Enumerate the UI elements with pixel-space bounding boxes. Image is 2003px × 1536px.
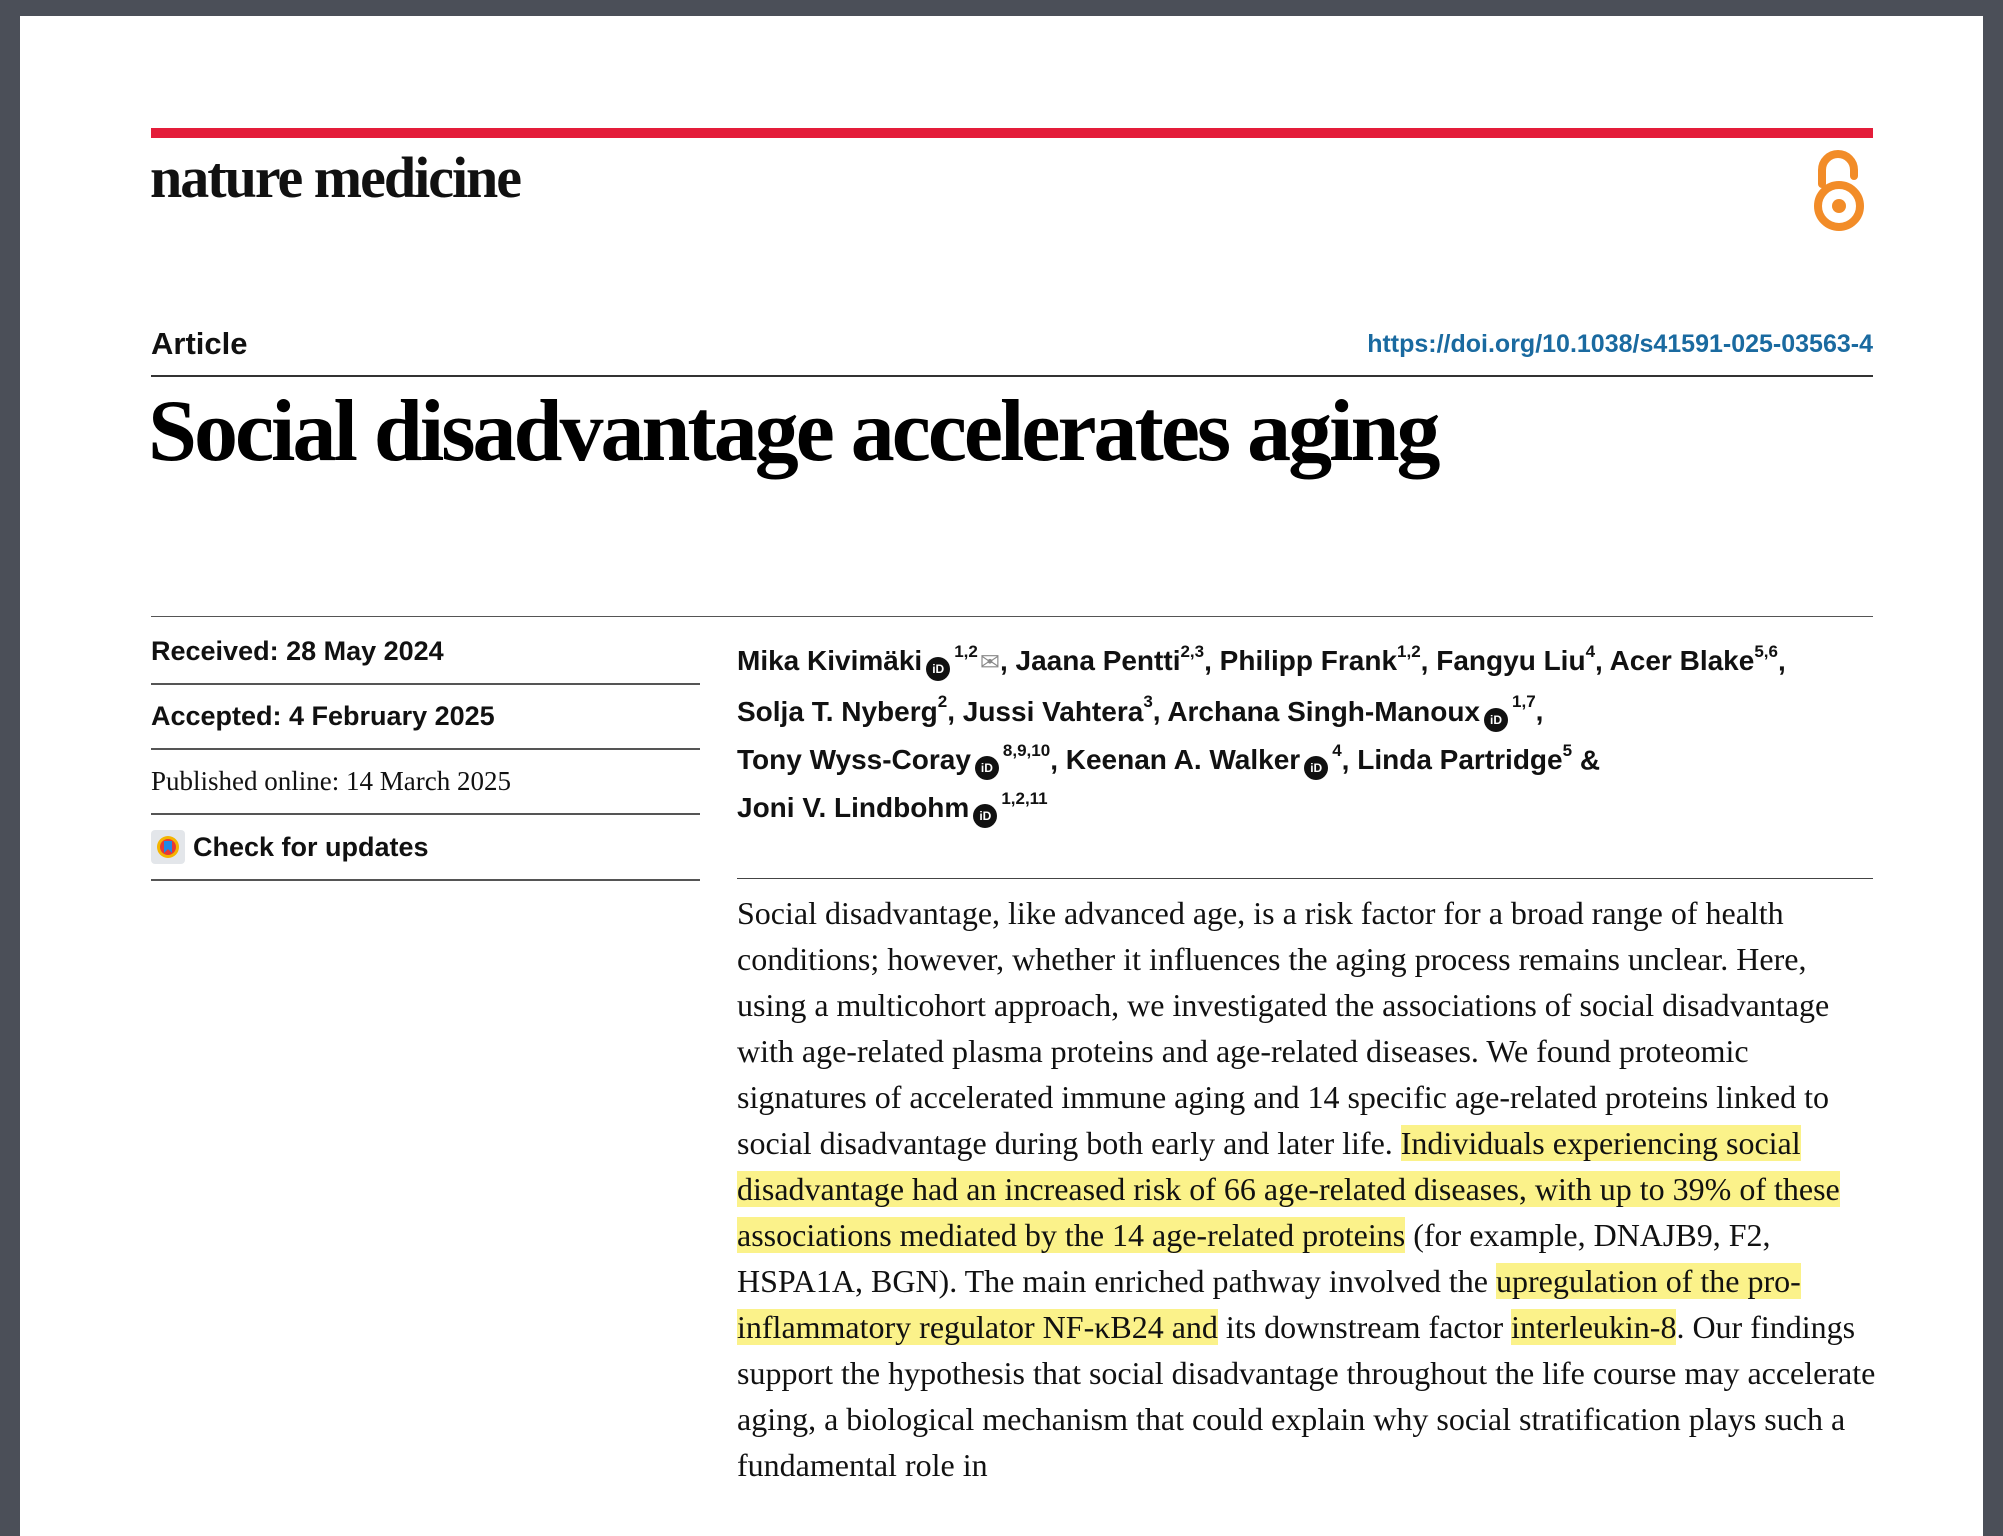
- affiliation-number: 2,3: [1180, 642, 1205, 661]
- highlighted-text: interleukin-8: [1511, 1309, 1677, 1345]
- author-name[interactable]: Jaana Pentti: [1015, 645, 1181, 677]
- journal-red-bar: [151, 128, 1873, 138]
- author-entry: [737, 642, 1000, 677]
- orcid-icon[interactable]: iD: [1484, 708, 1508, 732]
- author-entry: [1219, 642, 1421, 677]
- abstract-divider: [737, 878, 1873, 879]
- author-list: Mika Kivimäki iD$^{1,2}$✉, Jaana Pentti$^{2,3}$, Philipp Frank$^{1,2}$, Fangyu Liu$^4$, Acer Blake$^{5,6}$, Solja T. Nyberg$^2$, Jussi Vahtera$^3$, Archana Singh-Manoux iD$^{1,7}$, Tony Wyss-Coray iD$^{8,9,10}$, Keenan A. Walker $iD^4$, Linda Partridge$^5$ & Joni V. Lindbohm iD$^{1,2,11}$: [737, 634, 1877, 829]
- open-access-icon: [1810, 146, 1868, 236]
- affiliation-number: 2: [937, 692, 948, 712]
- author-name[interactable]: Keenan A. Walker: [1065, 743, 1301, 775]
- published-date: Published online: 14 March 2025: [151, 750, 700, 815]
- author-entry: [737, 692, 948, 727]
- publication-dates: [151, 620, 700, 881]
- author-entry: [1436, 642, 1596, 677]
- author-name[interactable]: Jussi Vahtera: [962, 695, 1144, 727]
- pdf-page: [20, 16, 1983, 1536]
- affiliation-number: 8,9,10: [1002, 740, 1051, 760]
- affiliation-number: 3: [1143, 692, 1153, 712]
- orcid-icon[interactable]: iD: [973, 804, 997, 828]
- check-for-updates-button[interactable]: [151, 815, 700, 881]
- affiliation-number: 1,2: [1397, 642, 1421, 661]
- author-entry: [737, 788, 1048, 824]
- abstract-segment: its downstream factor: [1217, 1309, 1512, 1345]
- author-name[interactable]: Joni V. Lindbohm: [737, 792, 970, 824]
- abstract-segment: Social disadvantage, like advanced age, is a risk factor for a broad range of health conditions; however, whether it influences the aging process remains unclear. Here, using a multicohort approach, we investigated the associations of social disadvantage with age-related plasma proteins and age-related diseases. We found proteomic signatures of accelerated immune aging and 14 specific age-related proteins linked to social disadvantage during both early and later life.: [737, 895, 1830, 1161]
- affiliation-number: 1,7: [1512, 692, 1536, 712]
- author-name[interactable]: Philipp Frank: [1219, 645, 1398, 677]
- doi-link[interactable]: https://doi.org/10.1038/s41591-025-03563-4: [1367, 330, 1873, 358]
- journal-logo: nature medicine: [150, 145, 521, 210]
- header-divider: [151, 375, 1873, 377]
- abstract-text: [737, 890, 1877, 1488]
- orcid-icon[interactable]: iD: [1304, 756, 1328, 780]
- accepted-date: Accepted: 4 February 2025: [151, 685, 700, 750]
- email-icon[interactable]: ✉: [979, 649, 1000, 677]
- crossmark-icon: [151, 830, 185, 864]
- highlighted-text: Individuals experiencing social disadvantage had an increased risk of 66 age-related diseases, with up to 39% of these associations mediated by the 14 age-related proteins: [737, 1125, 1840, 1253]
- highlighted-text: upregulation of the pro-inflammatory regulator NF-κB24 and: [737, 1263, 1801, 1345]
- affiliation-number: 5,6: [1754, 642, 1778, 661]
- author-entry: [1609, 642, 1778, 677]
- affiliation-number: 1,2,11: [1001, 788, 1048, 808]
- author-name[interactable]: Mika Kivimäki: [737, 645, 923, 677]
- affiliation-number: 4: [1585, 642, 1596, 661]
- orcid-icon[interactable]: iD: [926, 657, 950, 681]
- abstract-segment: . Our findings support the hypothesis that social disadvantage throughout the life course may accelerate aging, a biological mechanism that could explain why social stratification plays such a fundamental role in: [737, 1309, 1876, 1483]
- article-type-label: Article: [151, 326, 248, 361]
- author-name[interactable]: Solja T. Nyberg: [737, 695, 938, 727]
- author-name[interactable]: Tony Wyss-Coray: [737, 743, 971, 775]
- author-name[interactable]: Fangyu Liu: [1436, 645, 1586, 677]
- metadata-divider: [151, 616, 1873, 617]
- author-entry: [1065, 740, 1342, 775]
- affiliation-number: 4: [1332, 740, 1342, 760]
- affiliation-number: 1,2: [954, 642, 978, 661]
- author-entry: [1015, 642, 1205, 677]
- abstract-segment: (for example, DNAJB9, F2, HSPA1A, BGN). The main enriched pathway involved the: [737, 1217, 1771, 1299]
- author-entry: [1167, 692, 1536, 727]
- author-name[interactable]: Linda Partridge: [1357, 743, 1563, 775]
- check-for-updates-label: Check for updates: [193, 831, 429, 862]
- author-name[interactable]: Archana Singh-Manoux: [1167, 695, 1481, 727]
- affiliation-number: 5: [1562, 740, 1573, 760]
- author-entry: [962, 692, 1153, 727]
- author-name[interactable]: Acer Blake: [1609, 645, 1755, 677]
- author-entry: [1357, 740, 1573, 775]
- author-entry: [737, 740, 1051, 775]
- article-title: Social disadvantage accelerates aging: [148, 383, 1438, 480]
- orcid-icon[interactable]: iD: [975, 756, 999, 780]
- received-date: Received: 28 May 2024: [151, 620, 700, 685]
